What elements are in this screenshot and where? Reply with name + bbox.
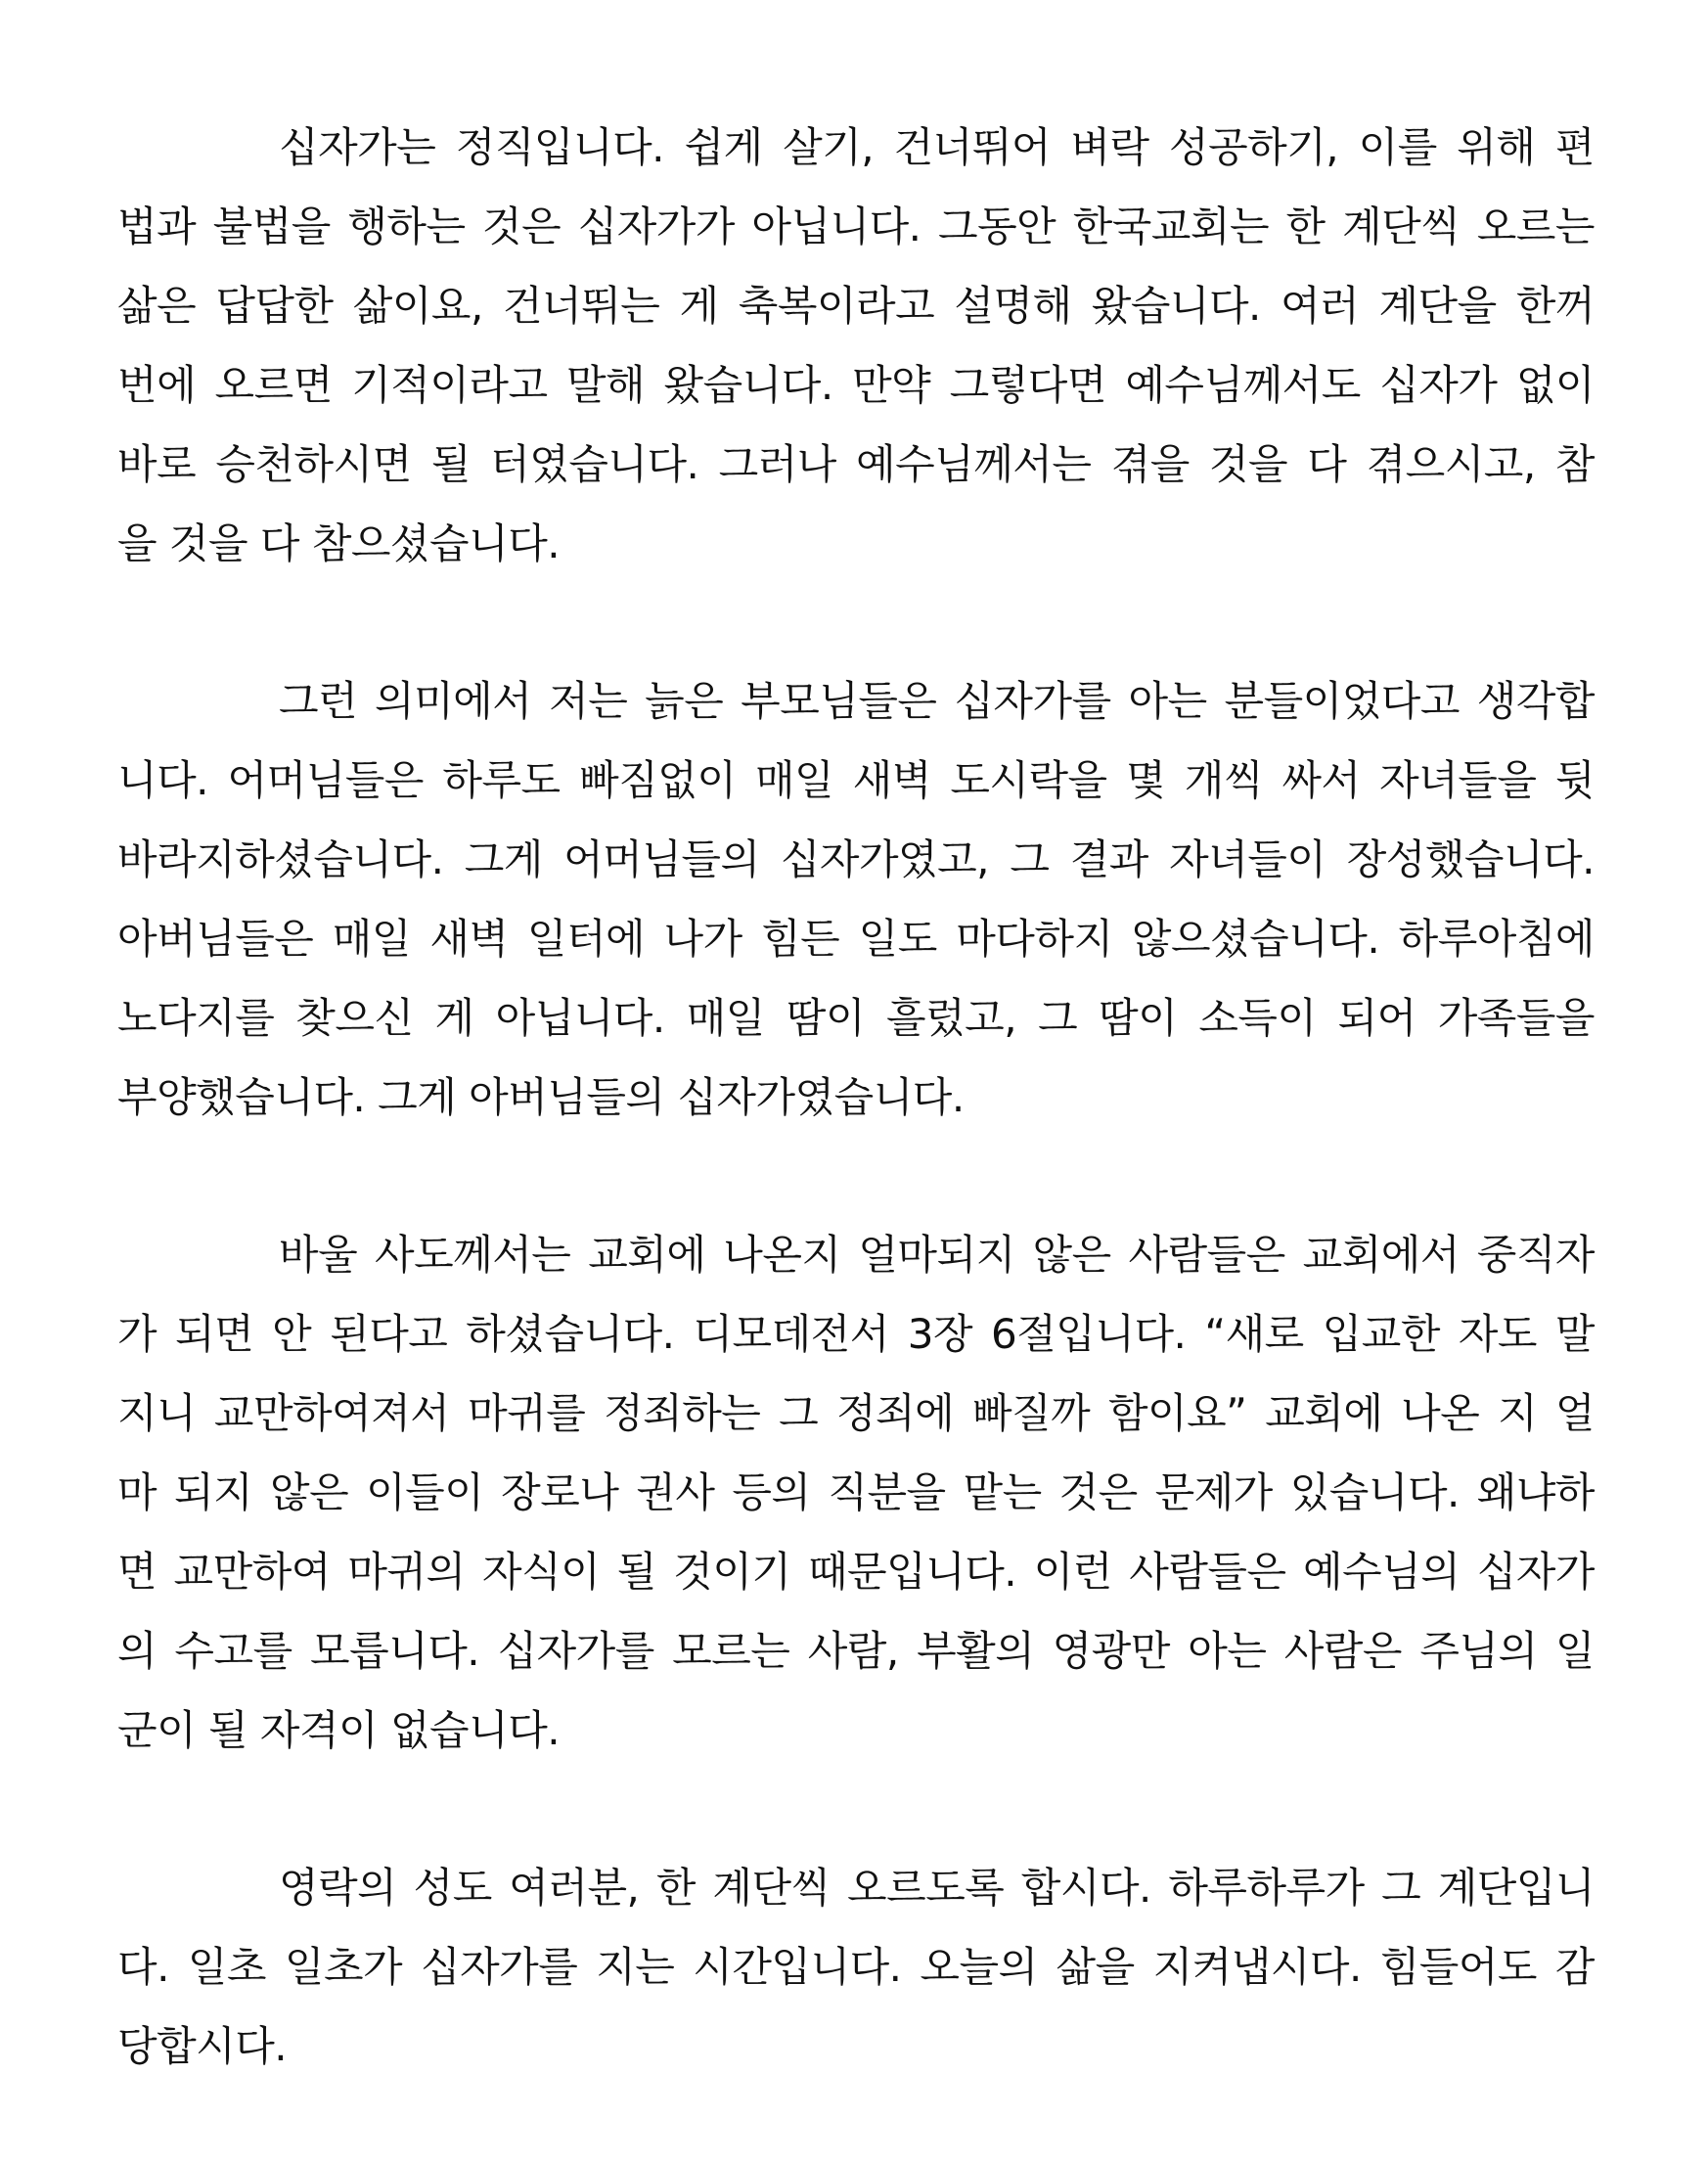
text-line: 바울 사도께서는 교회에 나온지 얼마되지 않은 사람들은 교회에서 중직자: [279, 1231, 1595, 1279]
document-page: [117, 108, 1595, 2164]
text-line: 면 교만하여 마귀의 자식이 될 것이기 때문입니다. 이런 사람들은 예수님의 십자가: [117, 1548, 1595, 1596]
text-line: 군이 될 자격이 없습니다.: [117, 1706, 561, 1754]
text-line: 부양했습니다. 그게 아버님들의 십자가였습니다.: [117, 1073, 965, 1121]
text-line: 바로 승천하시면 될 터였습니다. 그러나 예수님께서는 겪을 것을 다 겪으시고, 참: [117, 440, 1595, 488]
text-line: 다. 일초 일초가 십자가를 지는 시간입니다. 오늘의 삶을 지켜냅시다. 힘들어도 감: [117, 1943, 1595, 1991]
text-line: 영락의 성도 여러분, 한 계단씩 오르도록 합시다. 하루하루가 그 계단입니: [279, 1864, 1595, 1912]
text-line: 바라지하셨습니다. 그게 어머님들의 십자가였고, 그 결과 자녀들이 장성했습니다.: [117, 835, 1595, 883]
text-line: 십자가는 정직입니다. 쉽게 살기, 건너뛰어 벼락 성공하기, 이를 위해 편: [279, 123, 1595, 171]
text-line: 의 수고를 모릅니다. 십자가를 모르는 사람, 부활의 영광만 아는 사람은 주님의 일: [117, 1627, 1595, 1675]
text-line: 가 되면 안 된다고 하셨습니다. 디모데전서 3장 6절입니다. “새로 입교한 자도 말: [117, 1310, 1595, 1358]
text-line: 니다. 어머님들은 하루도 빠짐없이 매일 새벽 도시락을 몇 개씩 싸서 자녀들을 뒷: [117, 756, 1595, 804]
text-line: 마 되지 않은 이들이 장로나 권사 등의 직분을 맡는 것은 문제가 있습니다. 왜냐하: [117, 1468, 1595, 1516]
paragraph-3: [117, 1215, 1595, 1770]
paragraph-1: [117, 108, 1595, 583]
text-line: 아버님들은 매일 새벽 일터에 나가 힘든 일도 마다하지 않으셨습니다. 하루아침에: [117, 915, 1595, 963]
text-line: 지니 교만하여져서 마귀를 정죄하는 그 정죄에 빠질까 함이요” 교회에 나온 지 얼: [117, 1389, 1595, 1437]
text-line: 노다지를 찾으신 게 아닙니다. 매일 땀이 흘렀고, 그 땀이 소득이 되어 가족들을: [117, 994, 1595, 1042]
paragraph-4: [117, 1848, 1595, 2086]
text-line: 그런 의미에서 저는 늙은 부모님들은 십자가를 아는 분들이었다고 생각합: [279, 677, 1595, 725]
text-line: 번에 오르면 기적이라고 말해 왔습니다. 만약 그렇다면 예수님께서도 십자가 없이: [117, 361, 1595, 409]
text-line: 법과 불법을 행하는 것은 십자가가 아닙니다. 그동안 한국교회는 한 계단씩 오르는: [117, 203, 1595, 250]
paragraph-2: [117, 661, 1595, 1137]
text-line: 삶은 답답한 삶이요, 건너뛰는 게 축복이라고 설명해 왔습니다. 여러 계단을 한꺼: [117, 282, 1595, 330]
text-line: 당합시다.: [117, 2022, 288, 2070]
text-line: 을 것을 다 참으셨습니다.: [117, 519, 561, 567]
